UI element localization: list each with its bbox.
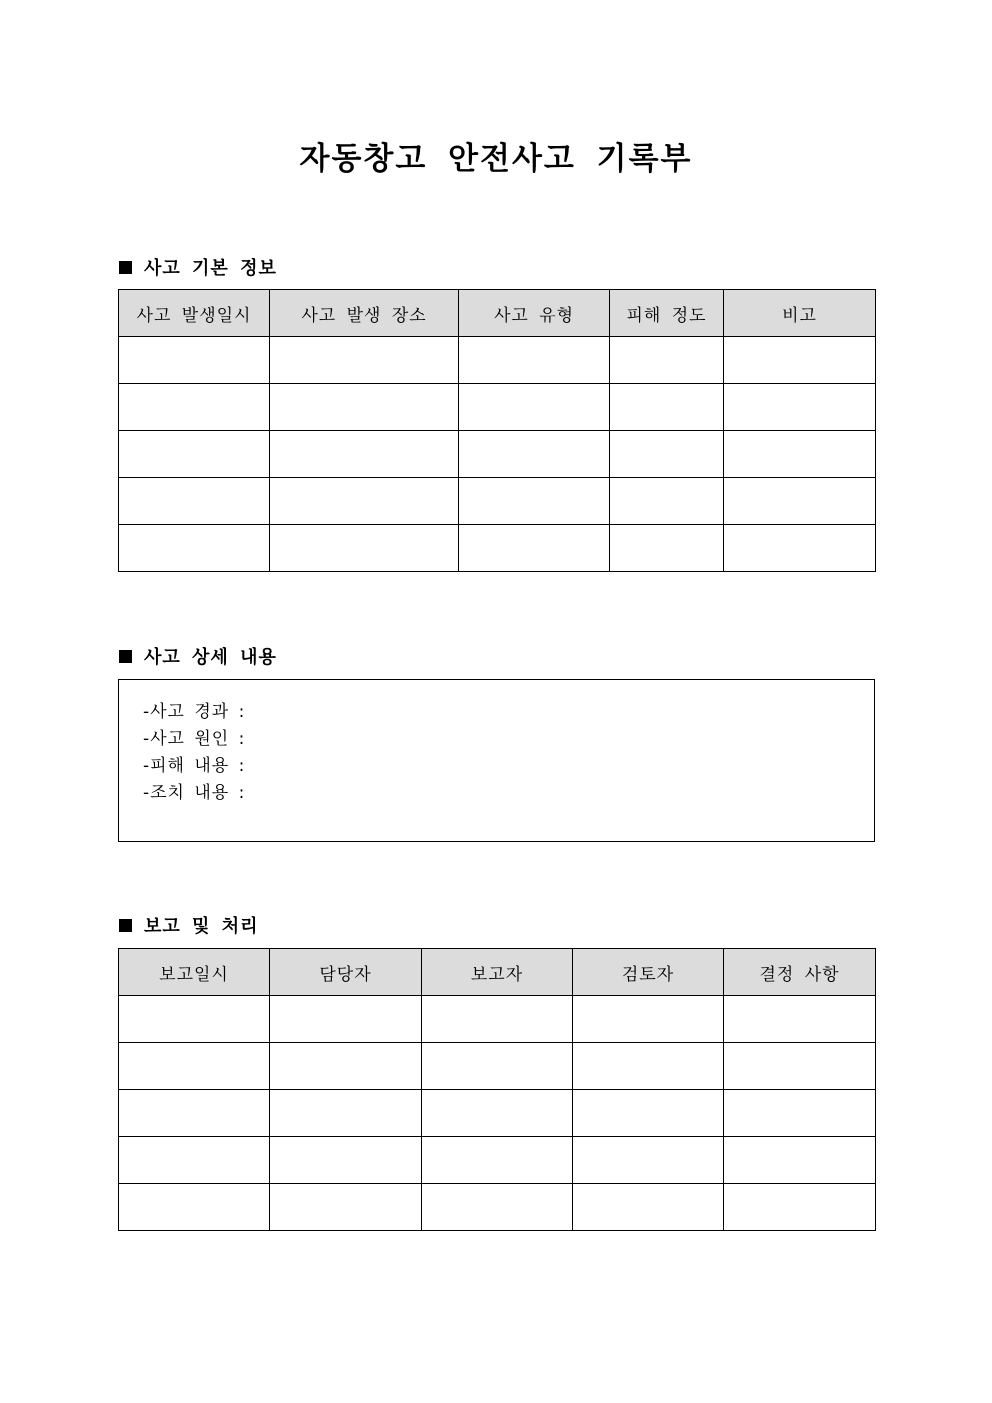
column-header-report-datetime: 보고일시 <box>119 949 270 996</box>
table-cell[interactable] <box>724 1090 876 1137</box>
column-header-occurrence-datetime: 사고 발생일시 <box>119 290 270 337</box>
table-cell[interactable] <box>119 384 270 431</box>
table-cell[interactable] <box>119 1137 270 1184</box>
table-row <box>119 1090 876 1137</box>
table-cell[interactable] <box>119 431 270 478</box>
table-cell[interactable] <box>270 525 459 572</box>
column-header-accident-type: 사고 유형 <box>459 290 610 337</box>
table-cell[interactable] <box>724 996 876 1043</box>
table-cell[interactable] <box>119 478 270 525</box>
table-row <box>119 1043 876 1090</box>
table-cell[interactable] <box>610 525 724 572</box>
detail-line-action: -조치 내용 : <box>143 783 246 803</box>
table-cell[interactable] <box>422 1090 573 1137</box>
table-cell[interactable] <box>724 1184 876 1231</box>
square-bullet-icon <box>119 261 132 274</box>
table-cell[interactable] <box>422 1184 573 1231</box>
table-row <box>119 1184 876 1231</box>
table-row <box>119 996 876 1043</box>
table-cell[interactable] <box>573 1043 724 1090</box>
table-cell[interactable] <box>610 478 724 525</box>
page-title: 자동창고 안전사고 기록부 <box>299 141 693 177</box>
report-table <box>118 948 876 1231</box>
table-cell[interactable] <box>724 525 876 572</box>
detail-box[interactable] <box>118 679 875 842</box>
table-cell[interactable] <box>724 384 876 431</box>
section-heading-basic-info <box>119 254 277 280</box>
table-cell[interactable] <box>119 337 270 384</box>
table-row <box>119 478 876 525</box>
table-cell[interactable] <box>270 996 422 1043</box>
square-bullet-icon <box>119 650 132 663</box>
table-cell[interactable] <box>119 1090 270 1137</box>
detail-line-cause: -사고 원인 : <box>143 729 246 749</box>
table-cell[interactable] <box>270 1137 422 1184</box>
table-row <box>119 384 876 431</box>
table-cell[interactable] <box>573 996 724 1043</box>
table-cell[interactable] <box>422 1043 573 1090</box>
table-cell[interactable] <box>459 337 610 384</box>
table-cell[interactable] <box>610 337 724 384</box>
table-cell[interactable] <box>422 1137 573 1184</box>
column-header-remarks: 비고 <box>724 290 876 337</box>
table-cell[interactable] <box>119 1043 270 1090</box>
column-header-reviewer: 검토자 <box>573 949 724 996</box>
section-heading-label: 보고 및 처리 <box>144 916 259 937</box>
table-cell[interactable] <box>724 1137 876 1184</box>
column-header-decision: 결정 사항 <box>724 949 876 996</box>
table-row <box>119 337 876 384</box>
table-row <box>119 431 876 478</box>
table-row <box>119 525 876 572</box>
table-cell[interactable] <box>270 1184 422 1231</box>
table-header-row <box>119 290 876 337</box>
detail-line-progress: -사고 경과 : <box>143 702 246 722</box>
table-cell[interactable] <box>270 478 459 525</box>
table-cell[interactable] <box>724 1043 876 1090</box>
detail-line-damage: -피해 내용 : <box>143 756 246 776</box>
table-cell[interactable] <box>610 431 724 478</box>
section-heading-detail <box>119 643 277 669</box>
section-heading-label: 사고 상세 내용 <box>144 647 277 668</box>
table-cell[interactable] <box>119 525 270 572</box>
table-cell[interactable] <box>270 1090 422 1137</box>
table-cell[interactable] <box>119 996 270 1043</box>
column-header-person-in-charge: 담당자 <box>270 949 422 996</box>
table-cell[interactable] <box>270 384 459 431</box>
table-cell[interactable] <box>459 431 610 478</box>
detail-lines <box>143 699 245 807</box>
section-heading-report <box>119 912 258 938</box>
table-cell[interactable] <box>270 431 459 478</box>
table-cell[interactable] <box>610 384 724 431</box>
table-cell[interactable] <box>459 384 610 431</box>
basic-info-table <box>118 289 876 572</box>
table-row <box>119 1137 876 1184</box>
table-cell[interactable] <box>270 337 459 384</box>
table-cell[interactable] <box>724 337 876 384</box>
column-header-reporter: 보고자 <box>422 949 573 996</box>
column-header-damage-level: 피해 정도 <box>610 290 724 337</box>
table-header-row <box>119 949 876 996</box>
section-heading-label: 사고 기본 정보 <box>144 258 277 279</box>
table-cell[interactable] <box>270 1043 422 1090</box>
table-cell[interactable] <box>573 1137 724 1184</box>
table-cell[interactable] <box>724 478 876 525</box>
table-cell[interactable] <box>422 996 573 1043</box>
table-cell[interactable] <box>459 525 610 572</box>
table-cell[interactable] <box>119 1184 270 1231</box>
square-bullet-icon <box>119 919 132 932</box>
table-cell[interactable] <box>573 1090 724 1137</box>
table-cell[interactable] <box>573 1184 724 1231</box>
table-cell[interactable] <box>459 478 610 525</box>
column-header-occurrence-location: 사고 발생 장소 <box>270 290 459 337</box>
table-cell[interactable] <box>724 431 876 478</box>
